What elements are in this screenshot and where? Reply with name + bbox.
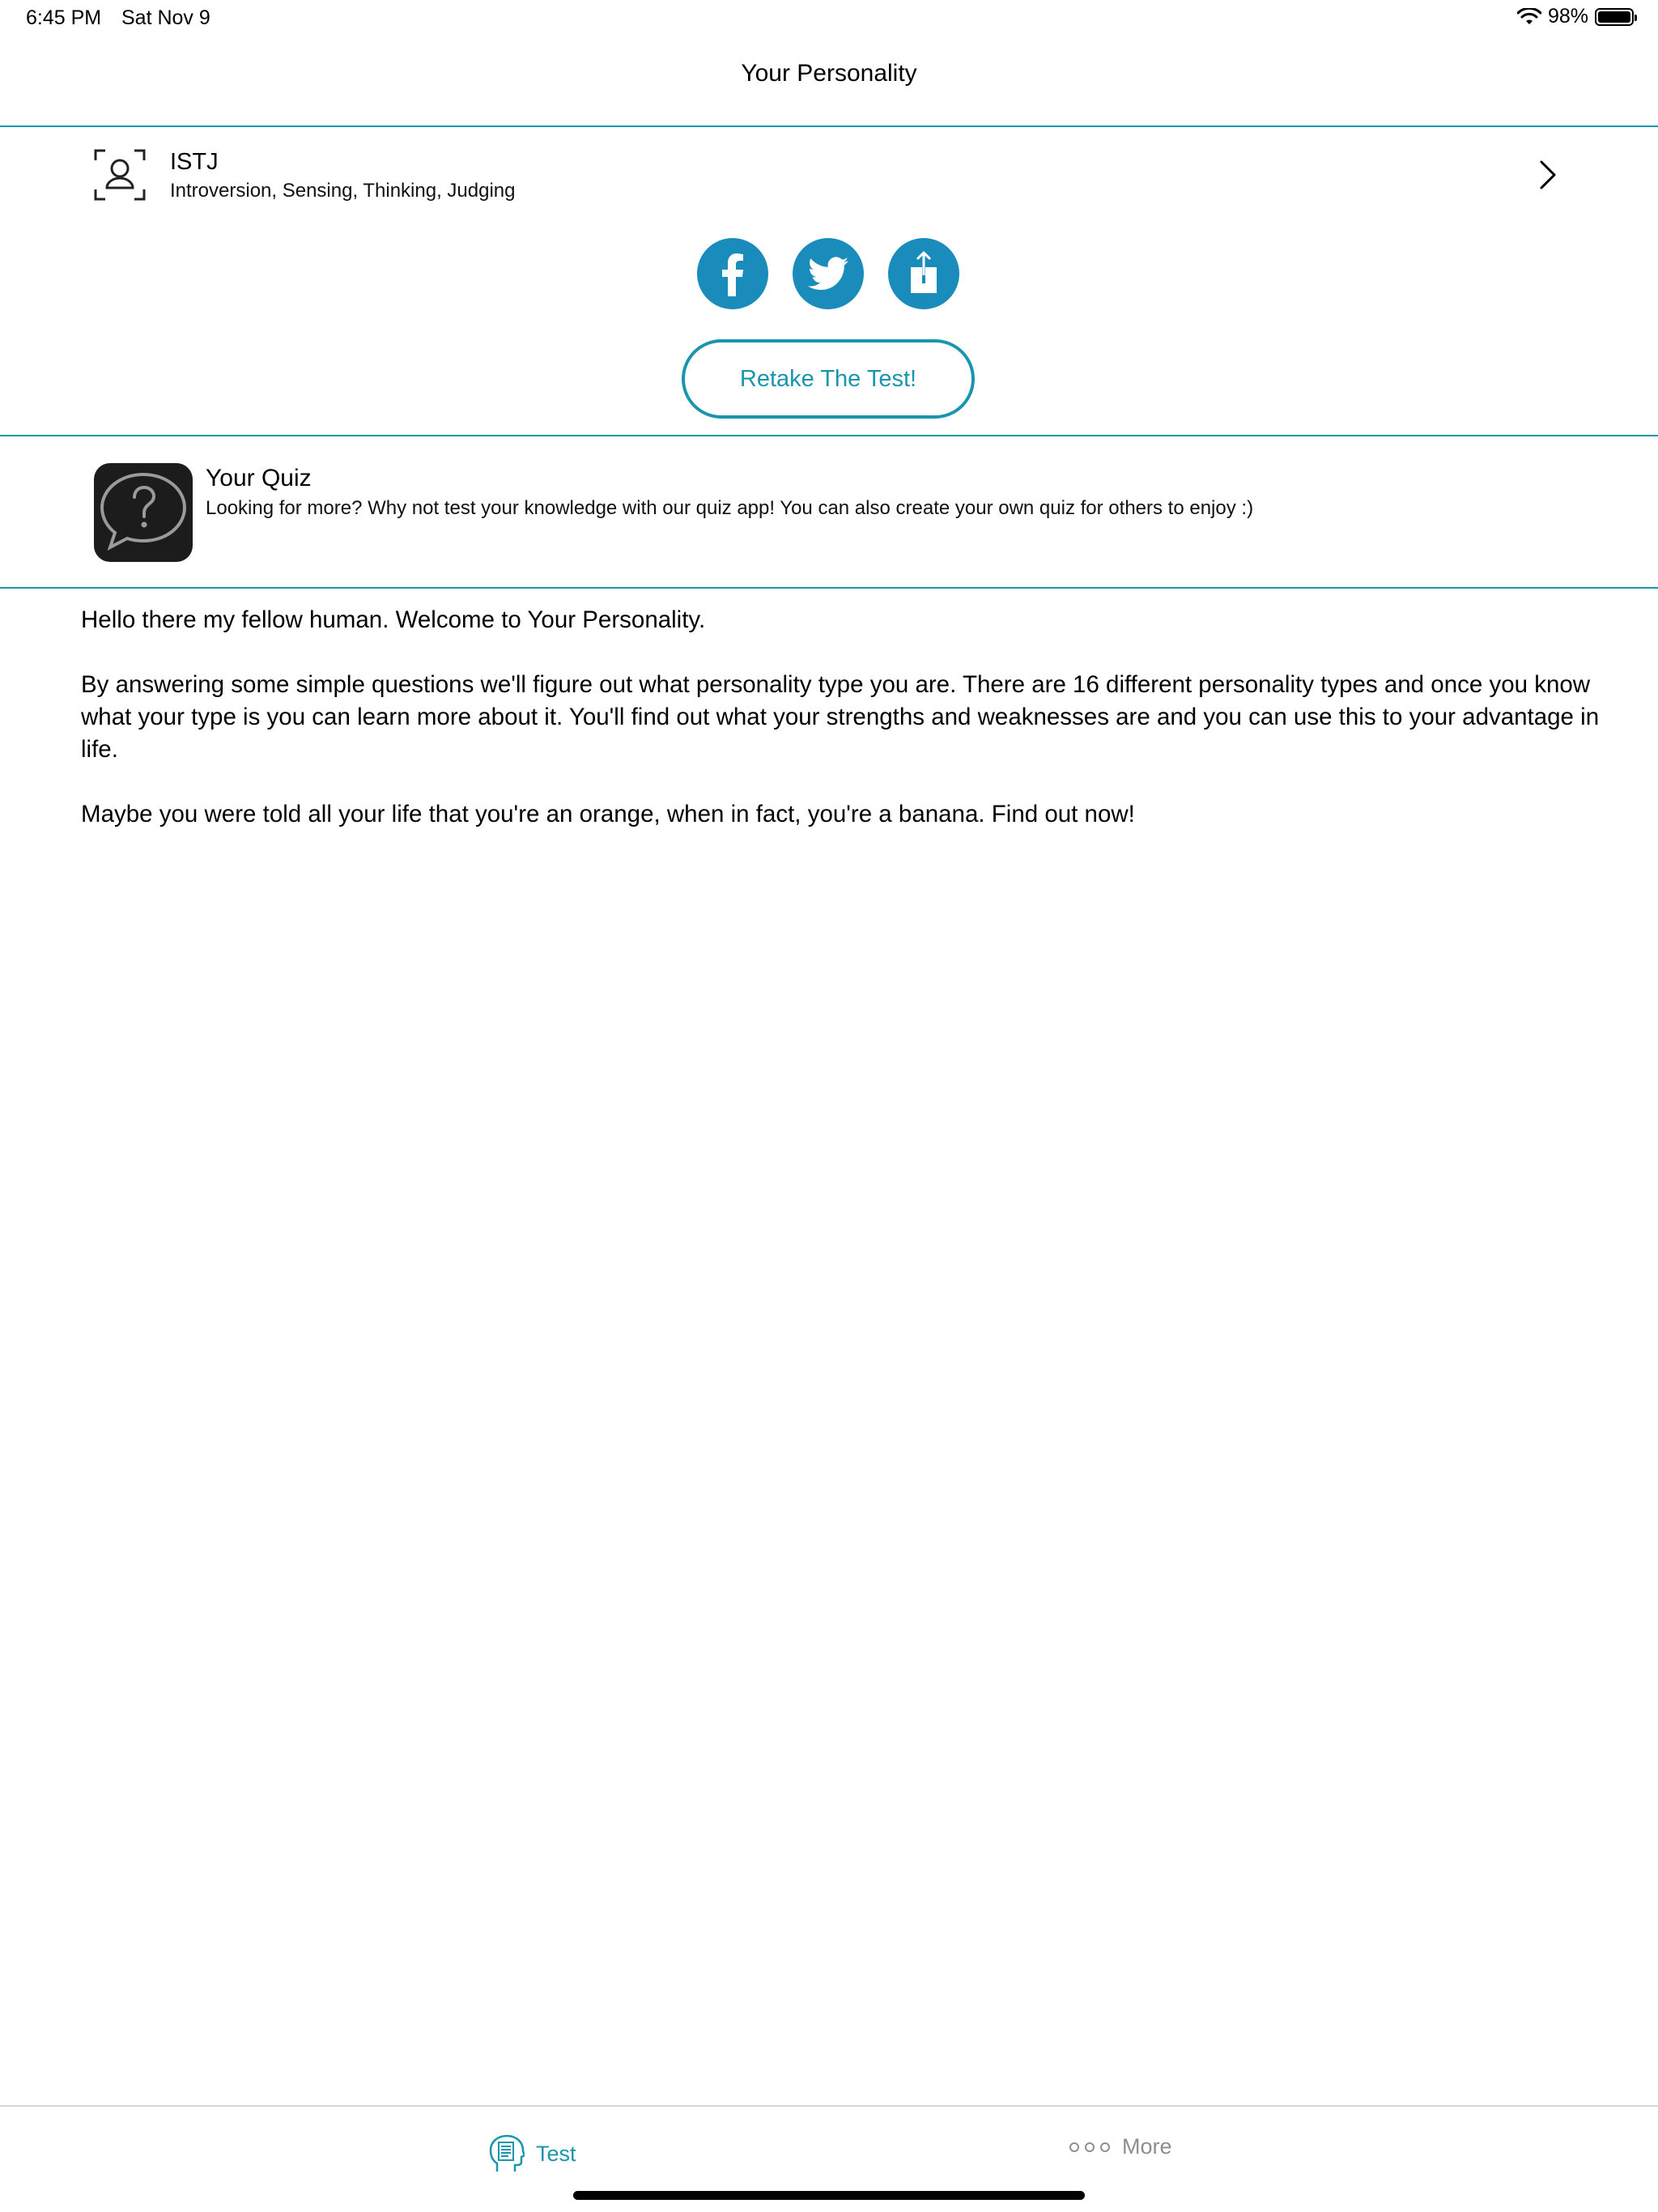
quiz-promo-title: Your Quiz bbox=[206, 465, 312, 491]
intro-paragraph: Maybe you were told all your life that you're an orange, when in fact, you're a banana. Find out now! bbox=[81, 801, 1135, 827]
personality-description: Introversion, Sensing, Thinking, Judging bbox=[170, 180, 516, 202]
tab-more[interactable] bbox=[1069, 2134, 1172, 2159]
facebook-share-button[interactable] bbox=[697, 238, 768, 309]
wifi-icon bbox=[1517, 8, 1541, 26]
twitter-icon bbox=[808, 257, 848, 291]
divider bbox=[0, 125, 1658, 127]
intro-text bbox=[81, 604, 1603, 863]
intro-paragraph: Hello there my fellow human. Welcome to Your Personality. bbox=[81, 606, 706, 633]
battery-icon bbox=[1595, 8, 1634, 26]
facebook-icon bbox=[716, 251, 749, 296]
divider bbox=[0, 587, 1658, 589]
speech-bubble-question-icon bbox=[94, 463, 193, 562]
more-dots-icon bbox=[1069, 2141, 1111, 2154]
tab-bar-divider bbox=[0, 2105, 1658, 2107]
tab-test[interactable] bbox=[489, 2134, 576, 2173]
retake-test-button[interactable]: Retake The Test! bbox=[682, 339, 975, 419]
chevron-right-icon bbox=[1537, 159, 1559, 191]
status-time: 6:45 PM bbox=[26, 6, 102, 29]
home-indicator bbox=[573, 2191, 1085, 2200]
head-book-icon bbox=[489, 2134, 525, 2173]
intro-paragraph: By answering some simple questions we'll figure out what personality type you are. There are 16 different personality types and once you know what your type is you can learn more about it. You'll find out what your strengths and weaknesses are and you can use this to your advantage in life. bbox=[81, 671, 1600, 763]
quiz-app-icon bbox=[94, 463, 193, 562]
divider bbox=[0, 435, 1658, 436]
personality-type: ISTJ bbox=[170, 149, 219, 175]
battery-percent: 98% bbox=[1547, 5, 1588, 28]
tab-label: More bbox=[1122, 2134, 1172, 2159]
twitter-share-button[interactable] bbox=[793, 238, 864, 309]
status-date: Sat Nov 9 bbox=[121, 6, 210, 29]
share-button[interactable] bbox=[888, 238, 959, 309]
page-title: Your Personality bbox=[741, 60, 917, 87]
status-indicators bbox=[1517, 5, 1634, 28]
quiz-promo-description: Looking for more? Why not test your knowledge with our quiz app! You can also create your own quiz for others to enjoy :) bbox=[206, 497, 1254, 519]
tab-label: Test bbox=[536, 2141, 576, 2166]
share-icon bbox=[908, 251, 940, 296]
person-frame-icon bbox=[94, 149, 146, 201]
